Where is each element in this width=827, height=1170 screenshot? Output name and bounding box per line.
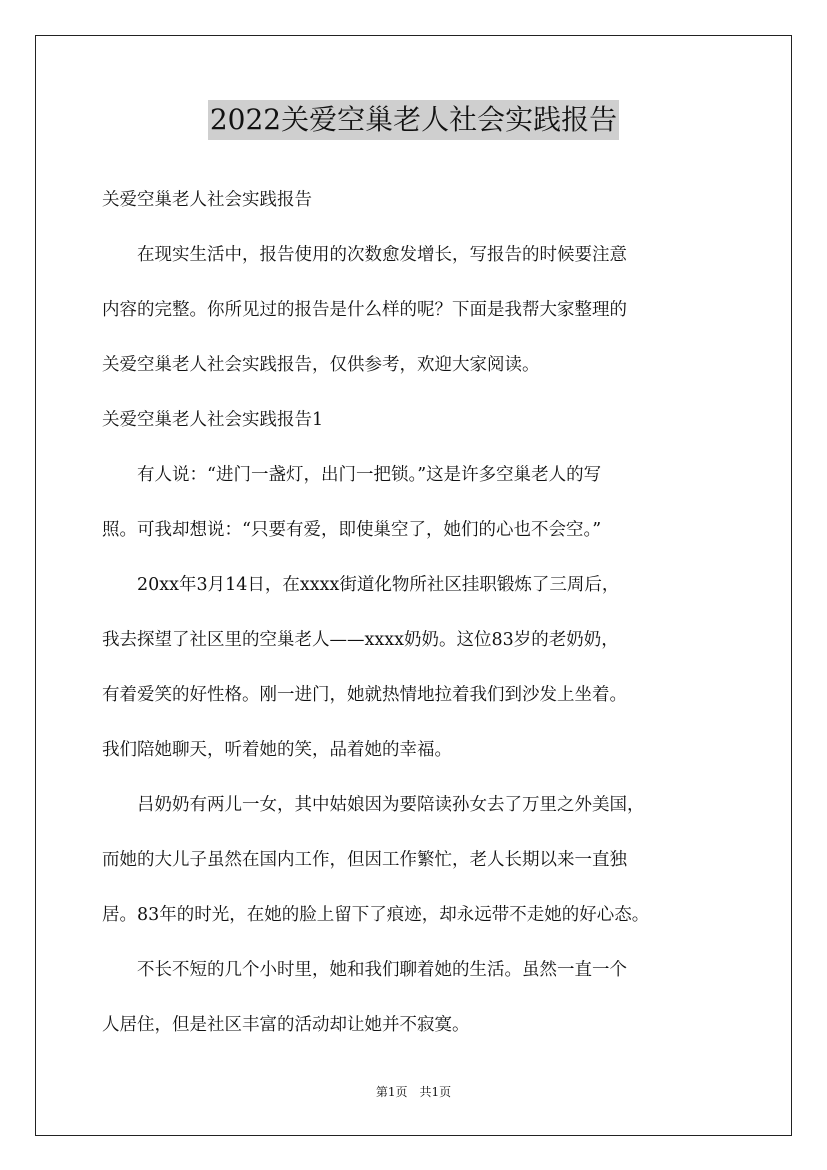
body-line: 有着爱笑的好性格。刚一进门，她就热情地拉着我们到沙发上坐着。 (102, 685, 627, 705)
body-line: 居。83年的时光，在她的脸上留下了痕迹，却永远带不走她的好心态。 (102, 905, 650, 925)
page-footer (0, 1084, 827, 1100)
body-line: 吕奶奶有两儿一女，其中姑娘因为要陪读孙女去了万里之外美国， (137, 795, 645, 815)
body-line: 而她的大儿子虽然在国内工作，但因工作繁忙，老人长期以来一直独 (102, 850, 627, 870)
body-line: 我去探望了社区里的空巢老人——xxxx奶奶。这位83岁的老奶奶， (102, 630, 619, 650)
page-number: 第1页 (375, 1085, 408, 1099)
body-line: 人居住，但是社区丰富的活动却让她并不寂寞。 (102, 1015, 470, 1035)
body-line: 有人说：“进门一盏灯，出门一把锁。”这是许多空巢老人的写 (137, 465, 602, 485)
document-body (102, 173, 738, 1053)
body-line: 照。可我却想说：“只要有爱，即使巢空了，她们的心也不会空。” (102, 520, 602, 540)
page-total: 共1页 (419, 1085, 452, 1099)
body-line: 我们陪她聊天，听着她的笑，品着她的幸福。 (102, 740, 452, 760)
section-heading: 关爱空巢老人社会实践报告1 (102, 410, 324, 430)
title-container (0, 100, 827, 140)
body-line: 关爱空巢老人社会实践报告，仅供参考，欢迎大家阅读。 (102, 355, 540, 375)
body-line: 20xx年3月14日，在xxxx街道化物所社区挂职锻炼了三周后， (137, 575, 620, 595)
document-title: 2022关爱空巢老人社会实践报告 (208, 100, 619, 140)
body-line: 不长不短的几个小时里，她和我们聊着她的生活。虽然一直一个 (137, 960, 627, 980)
body-line: 关爱空巢老人社会实践报告 (102, 190, 312, 210)
body-line: 内容的完整。你所见过的报告是什么样的呢？下面是我帮大家整理的 (102, 300, 627, 320)
body-line: 在现实生活中，报告使用的次数愈发增长，写报告的时候要注意 (137, 245, 627, 265)
